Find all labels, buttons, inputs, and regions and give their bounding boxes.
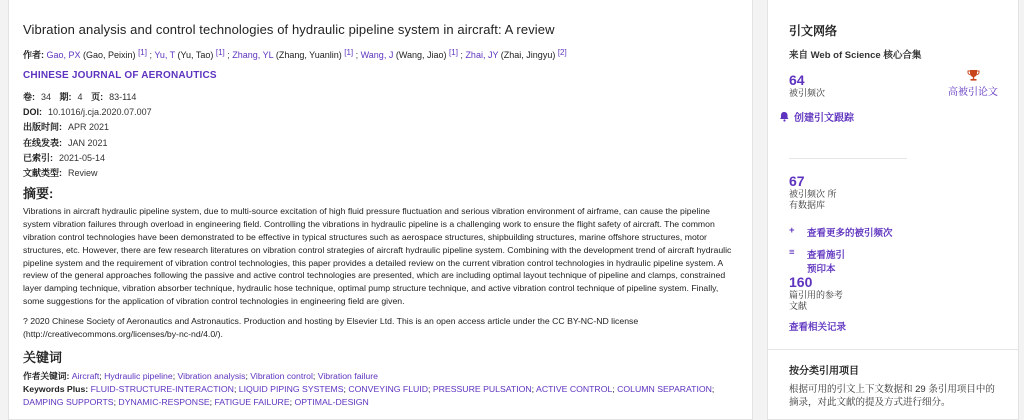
keyword-link[interactable]: Aircraft xyxy=(71,370,100,381)
meta-published: 出版时间: APR 2021 xyxy=(23,122,110,133)
source-label: 来自 Web of Science 核心合集 xyxy=(789,50,922,61)
keyword-link[interactable]: DAMPING SUPPORTS xyxy=(23,396,114,407)
author-separator: ; xyxy=(224,50,233,60)
author-fullname: (Yu, Tao) xyxy=(175,50,216,60)
plus-icon: + xyxy=(789,225,795,236)
keyword-separator: ; xyxy=(428,383,433,394)
keyword-link[interactable]: LIQUID PIPING SYSTEMS xyxy=(238,383,344,394)
abstract-heading: 摘要: xyxy=(23,186,54,202)
author-fullname: (Zhai, Jingyu) xyxy=(498,50,558,60)
author-separator: ; xyxy=(353,50,361,60)
references-block xyxy=(789,274,998,312)
more-citations-label: 查看更多的被引频次 xyxy=(807,228,893,239)
keyword-link[interactable]: OPTIMAL-DESIGN xyxy=(294,396,369,407)
author-link[interactable]: Zhang, YL xyxy=(232,50,274,60)
keyword-separator: ; xyxy=(711,383,715,394)
trophy-icon xyxy=(967,69,980,82)
keyword-link[interactable]: Vibration failure xyxy=(317,370,378,381)
keyword-separator: ; xyxy=(99,370,105,381)
all-db-count[interactable]: 67 xyxy=(789,173,805,189)
times-cited-count[interactable]: 64 xyxy=(789,72,805,88)
keywords-heading: 关键词 xyxy=(23,349,63,365)
highly-cited-badge[interactable] xyxy=(948,69,998,98)
related-records-label: 查看相关记录 xyxy=(789,322,847,333)
keyword-link[interactable]: COLUMN SEPARATION xyxy=(617,383,712,394)
bell-icon xyxy=(779,111,790,122)
create-alert-label: 创建引文跟踪 xyxy=(794,113,854,124)
author-affiliation-ref[interactable]: [1] xyxy=(344,48,354,57)
keyword-separator: ; xyxy=(233,383,239,394)
authors-line xyxy=(23,46,738,62)
references-label-1: 篇引用的参考 xyxy=(789,290,844,300)
author-affiliation-ref[interactable]: [2] xyxy=(557,48,567,57)
meta-indexed: 已索引: 2021-05-14 xyxy=(23,152,106,163)
keyword-separator: ; xyxy=(245,370,251,381)
copyright-text: ? 2020 Chinese Society of Aeronautics and Astronautics. Production and hosting by Elsevier Ltd. This is an open access article under the CC BY-NC-ND license (http://creativecommons.org/licenses/by-nc-nd/4.0/). xyxy=(23,315,639,339)
volume-line: 卷: 34 期: 4 页: 83-114 xyxy=(23,92,137,102)
divider xyxy=(789,158,907,159)
author-separator: ; xyxy=(146,50,155,60)
all-db-block xyxy=(789,173,998,211)
meta-doctype: 文献类型: Review xyxy=(23,168,98,179)
all-db-label-2: 有数据库 xyxy=(789,200,826,210)
author-fullname: (Gao, Peixin) xyxy=(80,50,139,60)
author-keywords: 作者关键词: Aircraft; Hydraulic pipeline; Vibration analysis; Vibration control; Vibration failure xyxy=(23,370,378,381)
keyword-link[interactable]: ACTIVE CONTROL xyxy=(536,383,613,394)
author-link[interactable]: Gao, PX xyxy=(46,50,81,60)
keyword-link[interactable]: PRESSURE PULSATION xyxy=(432,383,532,394)
meta-doi: DOI: 10.1016/j.cja.2020.07.007 xyxy=(23,107,152,118)
journal-link[interactable]: CHINESE JOURNAL OF AERONAUTICS xyxy=(23,70,217,81)
article-title: Vibration analysis and control technologies of hydraulic pipeline system in aircraft: A review xyxy=(23,22,555,37)
classification-text: 根据可用的引文上下文数据和 29 条引用项目中的摘录，对此文献的提及方式进行细分。 xyxy=(789,384,995,408)
related-records-link[interactable] xyxy=(789,319,998,333)
more-citations-link[interactable] xyxy=(789,225,998,239)
keyword-link[interactable]: FATIGUE FAILURE xyxy=(214,396,290,407)
keyword-separator: ; xyxy=(113,396,119,407)
citation-network-heading: 引文网络 xyxy=(789,24,838,38)
keyword-link[interactable]: DYNAMIC-RESPONSE xyxy=(118,396,210,407)
keyword-link[interactable]: Vibration control xyxy=(250,370,313,381)
all-db-label-1: 被引频次 所 xyxy=(789,189,837,199)
author-fullname: (Wang, Jiao) xyxy=(393,50,450,60)
author-affiliation-ref[interactable]: [1] xyxy=(449,48,458,57)
highly-cited-label: 高被引论文 xyxy=(948,87,998,98)
keyword-separator: ; xyxy=(343,383,349,394)
classification-heading: 按分类引用项目 xyxy=(789,366,859,377)
keyword-separator: ; xyxy=(312,370,318,381)
author-fullname: (Zhang, Yuanlin) xyxy=(273,50,345,60)
author-affiliation-ref[interactable]: [1] xyxy=(215,48,225,57)
meta-online: 在线发表: JAN 2021 xyxy=(23,137,108,148)
author-link[interactable]: Yu, T xyxy=(154,50,175,60)
meta-block xyxy=(23,90,738,181)
record-main-panel xyxy=(8,0,753,420)
author-separator: ; xyxy=(457,50,466,60)
author-link[interactable]: Wang, J xyxy=(360,50,394,60)
create-citation-alert[interactable] xyxy=(779,109,998,124)
keyword-separator: ; xyxy=(289,396,295,407)
keyword-separator: ; xyxy=(531,383,537,394)
citing-preprints-link[interactable] xyxy=(789,247,998,275)
references-label-2: 文献 xyxy=(789,301,808,311)
keyword-link[interactable]: Vibration analysis xyxy=(177,370,246,381)
references-count[interactable]: 160 xyxy=(789,274,813,290)
citation-network-panel xyxy=(767,0,1019,420)
keyword-separator: ; xyxy=(209,396,215,407)
author-link[interactable]: Zhai, JY xyxy=(465,50,499,60)
keywords-plus: Keywords Plus: FLUID-STRUCTURE-INTERACTION; LIQUID PIPING SYSTEMS; CONVEYING FLUID; PRESSURE PULSATION; ACTIVE CONTROL; COLUMN SEPARATION; DAMPING SUPPORTS; DYNAMIC-RESPONSE; FATIGUE FAILURE; OPTIMAL-DESIGN xyxy=(23,383,715,407)
keyword-link[interactable]: Hydraulic pipeline xyxy=(104,370,173,381)
keyword-separator: ; xyxy=(612,383,618,394)
list-icon: ≡ xyxy=(789,247,795,258)
citing-preprints-label: 查看施引 预印本 xyxy=(807,250,846,275)
authors-label: 作者: xyxy=(23,50,47,60)
abstract-text: Vibrations in aircraft hydraulic pipeline system, due to multi-source excitation of high fluid pressure fluctuation and serious vibration environment of airframe, can cause the pipeline system vibration failures through overload in engineering field. Controlling the vibrations in hydraulic pipeline is a challenging work to ensure the flight safety of aircraft. The common vibration control technologies have been demonstrated to be effective in typical structures such as aerospace structures, shipbuilding structures, marine offshore structures, motor structures, etc. However, there are few research literatures on vibration control strategies of aircraft hydraulic pipeline system. Combining with the development trend of aircraft hydraulic pipeline system and the requirement of vibration control technologies, this paper provides a detailed review on the current vibration control technologies in hydraulic pipeline system. A review of the general approaches following the passive and active control technologies are presented, which are including optimal layout technique of pipeline and clamps, constrained layer damping technique, vibration absorber technique, hydraulic hose technique, optimal pump structure technique, and active vibration control technique of pipeline system. Finally, some suggestions for the application of vibration control technologies in engineering field are given. xyxy=(23,206,732,307)
keyword-link[interactable]: CONVEYING FLUID xyxy=(348,383,429,394)
times-cited-label: 被引频次 xyxy=(789,88,826,98)
keyword-separator: ; xyxy=(172,370,178,381)
section-divider xyxy=(768,349,1018,350)
times-cited-block xyxy=(789,72,825,99)
author-affiliation-ref[interactable]: [1] xyxy=(138,48,147,57)
times-cited-row xyxy=(789,72,998,99)
keyword-link[interactable]: FLUID-STRUCTURE-INTERACTION xyxy=(90,383,234,394)
